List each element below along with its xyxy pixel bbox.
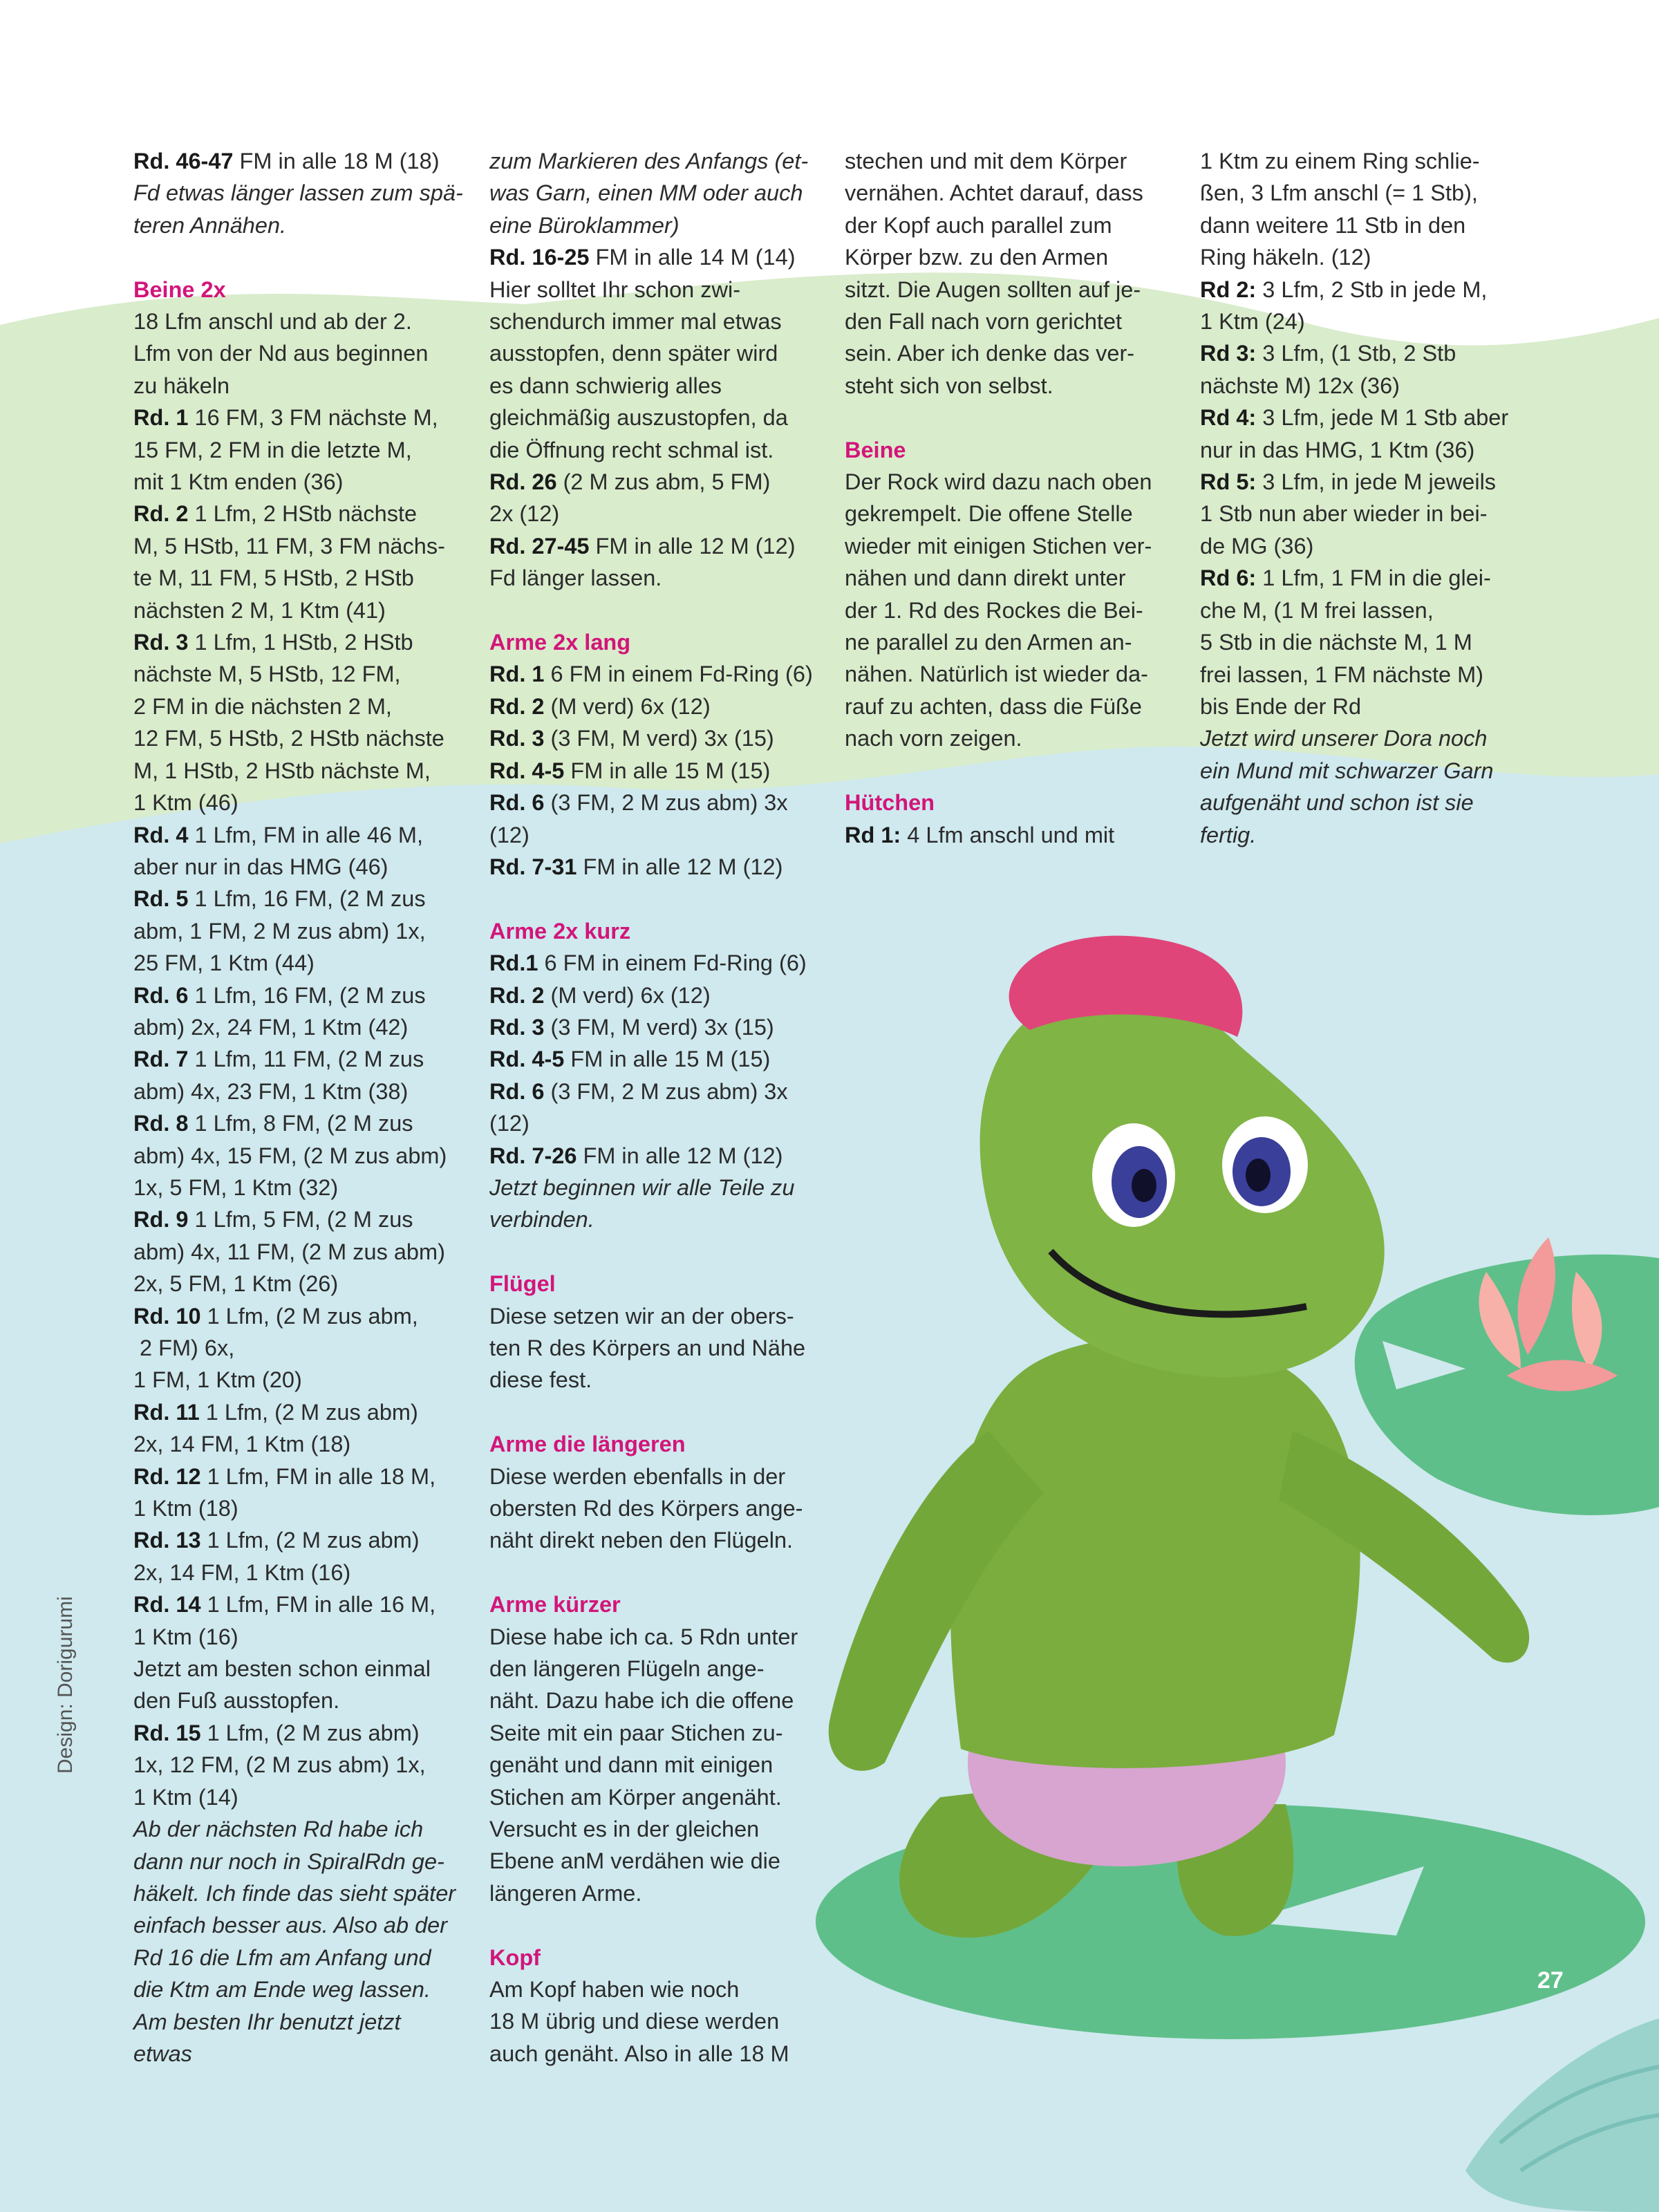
text-line: Rd. 4-5 FM in alle 15 M (15) <box>489 758 771 783</box>
text-column-2 <box>489 145 821 2070</box>
text-line: ausstopfen, denn später wird <box>489 341 778 366</box>
text-line: sein. Aber ich denke das ver- <box>845 341 1135 366</box>
text-line: Hier solltet Ihr schon zwi- <box>489 276 741 302</box>
text-line: Rd 16 die Lfm am Anfang und <box>133 1944 431 1970</box>
text-line: was Garn, einen MM oder auch <box>489 180 803 206</box>
text-line: 1 Ktm zu einem Ring schlie- <box>1200 149 1480 174</box>
text-column-3 <box>845 145 1177 851</box>
text-line: Rd. 3 (3 FM, M verd) 3x (15) <box>489 726 774 751</box>
text-line: Diese werden ebenfalls in der <box>489 1463 786 1489</box>
text-line: Rd. 26 (2 M zus abm, 5 FM) <box>489 469 771 495</box>
text-line: Jetzt am besten schon einmal <box>133 1656 431 1682</box>
text-line: zu häkeln <box>133 373 230 398</box>
section-heading: Arme 2x lang <box>489 630 631 655</box>
text-line: nach vorn zeigen. <box>845 726 1022 751</box>
text-line: den Fall nach vorn gerichtet <box>845 309 1123 335</box>
text-line: Am besten Ihr benutzt jetzt etwas <box>133 2009 401 2066</box>
text-line: abm) 4x, 15 FM, (2 M zus abm) <box>133 1143 447 1168</box>
text-line: Rd. 6 (3 FM, 2 M zus abm) 3x <box>489 1078 788 1104</box>
text-line: Der Rock wird dazu nach oben <box>845 469 1152 495</box>
text-line: 2x, 14 FM, 1 Ktm (16) <box>133 1559 351 1585</box>
text-line: Rd. 16-25 FM in alle 14 M (14) <box>489 245 796 270</box>
text-line: 1 FM, 1 Ktm (20) <box>133 1367 302 1393</box>
section-heading: Arme die längeren <box>489 1432 686 1457</box>
text-line: wieder mit einigen Stichen ver- <box>845 533 1152 559</box>
text-line: Rd. 7-26 FM in alle 12 M (12) <box>489 1143 783 1168</box>
text-line: 2 FM in die nächsten 2 M, <box>133 693 392 719</box>
text-line: Rd. 2 1 Lfm, 2 HStb nächste <box>133 501 418 527</box>
text-line: 1 Ktm (46) <box>133 790 238 816</box>
text-line: Rd. 1 16 FM, 3 FM nächste M, <box>133 405 438 431</box>
text-line: Jetzt wird unserer Dora noch <box>1200 726 1488 751</box>
text-line: der Kopf auch parallel zum <box>845 212 1112 238</box>
text-line: 1 Ktm (14) <box>133 1784 238 1810</box>
text-line: Lfm von der Nd aus beginnen <box>133 341 429 366</box>
text-line: dann nur noch in SpiralRdn ge- <box>133 1848 444 1874</box>
text-line: (12) <box>489 1111 529 1136</box>
text-line: nähen. Natürlich ist wieder da- <box>845 662 1148 687</box>
text-line: ßen, 3 Lfm anschl (= 1 Stb), <box>1200 180 1478 206</box>
text-line: Diese setzen wir an der obers- <box>489 1303 794 1329</box>
text-line: Seite mit ein paar Stichen zu- <box>489 1720 783 1745</box>
text-line: Jetzt beginnen wir alle Teile zu <box>489 1174 795 1200</box>
text-line: einfach besser aus. Also ab der <box>133 1913 448 1938</box>
text-line: Rd. 1 6 FM in einem Fd-Ring (6) <box>489 662 813 687</box>
text-line: Rd. 9 1 Lfm, 5 FM, (2 M zus <box>133 1207 413 1232</box>
text-line: ne parallel zu den Armen an- <box>845 630 1132 655</box>
section-heading: Arme 2x kurz <box>489 918 631 944</box>
text-line: Rd. 13 1 Lfm, (2 M zus abm) <box>133 1528 420 1553</box>
text-line: Am Kopf haben wie noch <box>489 1977 740 2003</box>
text-line: Rd.1 6 FM in einem Fd-Ring (6) <box>489 950 807 976</box>
text-line: der 1. Rd des Rockes die Bei- <box>845 597 1143 623</box>
section-heading: Beine <box>845 437 906 462</box>
text-line: Diese habe ich ca. 5 Rdn unter <box>489 1624 798 1649</box>
text-line: Rd. 6 1 Lfm, 16 FM, (2 M zus <box>133 982 426 1008</box>
text-line: Rd 3: 3 Lfm, (1 Stb, 2 Stb <box>1200 341 1456 366</box>
text-line: nähen und dann direkt unter <box>845 565 1126 591</box>
section-heading: Flügel <box>489 1271 556 1297</box>
text-line: Rd. 12 1 Lfm, FM in alle 18 M, <box>133 1463 436 1489</box>
text-line: Fd etwas länger lassen zum spä- <box>133 180 463 206</box>
page-number: 27 <box>1537 1967 1564 1994</box>
text-line: Körper bzw. zu den Armen <box>845 245 1109 270</box>
text-line: 25 FM, 1 Ktm (44) <box>133 950 315 976</box>
text-line: aufgenäht und schon ist sie <box>1200 790 1474 816</box>
text-line: näht direkt neben den Flügeln. <box>489 1528 794 1553</box>
text-line: verbinden. <box>489 1207 594 1232</box>
text-line: 18 M übrig und diese werden <box>489 2009 780 2034</box>
text-line: bis Ende der Rd <box>1200 693 1362 719</box>
text-line: Fd länger lassen. <box>489 565 662 591</box>
text-line: 12 FM, 5 HStb, 2 HStb nächste <box>133 726 444 751</box>
text-line: näht. Dazu habe ich die offene <box>489 1688 794 1714</box>
text-line: gekrempelt. Die offene Stelle <box>845 501 1133 527</box>
text-line: sitzt. Die Augen sollten auf je- <box>845 276 1141 302</box>
text-line: 2x, 14 FM, 1 Ktm (18) <box>133 1432 351 1457</box>
section-heading: Beine 2x <box>133 276 226 302</box>
section-heading: Kopf <box>489 1944 541 1970</box>
text-line: 5 Stb in die nächste M, 1 M <box>1200 630 1472 655</box>
text-line: teren Annähen. <box>133 212 287 238</box>
text-line: den längeren Flügeln ange- <box>489 1656 765 1682</box>
crochet-frog-photo <box>809 919 1659 2094</box>
text-line: che M, (1 M frei lassen, <box>1200 597 1434 623</box>
text-line: frei lassen, 1 FM nächste M) <box>1200 662 1483 687</box>
text-line: diese fest. <box>489 1367 592 1393</box>
text-line: ein Mund mit schwarzer Garn <box>1200 758 1494 783</box>
text-line: abm, 1 FM, 2 M zus abm) 1x, <box>133 918 426 944</box>
text-line: abm) 4x, 23 FM, 1 Ktm (38) <box>133 1078 409 1104</box>
text-column-4 <box>1200 145 1532 851</box>
text-line: Rd 1: 4 Lfm anschl und mit <box>845 822 1115 847</box>
text-line: nächste M) 12x (36) <box>1200 373 1400 398</box>
text-line: M, 5 HStb, 11 FM, 3 FM nächs- <box>133 533 445 559</box>
text-line: gleichmäßig auszustopfen, da <box>489 405 788 431</box>
frog-body <box>950 1337 1360 1768</box>
text-line: 2x, 5 FM, 1 Ktm (26) <box>133 1271 339 1297</box>
text-line: 18 Lfm anschl und ab der 2. <box>133 309 412 335</box>
text-line: 15 FM, 2 FM in die letzte M, <box>133 437 412 462</box>
text-line: Rd 2: 3 Lfm, 2 Stb in jede M, <box>1200 276 1488 302</box>
text-line: vernähen. Achtet darauf, dass <box>845 180 1143 206</box>
design-credit: Design: Dorigurumi <box>54 1596 77 1774</box>
text-line: Ring häkeln. (12) <box>1200 245 1371 270</box>
text-line: Stichen am Körper angenäht. <box>489 1784 782 1810</box>
text-line: stechen und mit dem Körper <box>845 149 1127 174</box>
text-line: aber nur in das HMG (46) <box>133 854 388 879</box>
text-line: Rd. 2 (M verd) 6x (12) <box>489 982 711 1008</box>
text-line: genäht und dann mit einigen <box>489 1752 774 1778</box>
text-line: Rd. 14 1 Lfm, FM in alle 16 M, <box>133 1592 436 1618</box>
text-line: Rd. 3 1 Lfm, 1 HStb, 2 HStb <box>133 630 413 655</box>
text-line: Versucht es in der gleichen <box>489 1817 760 1842</box>
text-line: häkelt. Ich finde das sieht später <box>133 1880 456 1906</box>
text-line: rauf zu achten, dass die Füße <box>845 693 1142 719</box>
text-line: die Öffnung recht schmal ist. <box>489 437 774 462</box>
text-line: dann weitere 11 Stb in den <box>1200 212 1466 238</box>
text-line: 2 FM) 6x, <box>133 1335 235 1361</box>
text-line: Ebene anM verdähen wie die <box>489 1848 780 1874</box>
text-line: auch genäht. Also in alle 18 M <box>489 2041 789 2066</box>
text-line: Rd. 27-45 FM in alle 12 M (12) <box>489 533 796 559</box>
text-line: mit 1 Ktm enden (36) <box>133 469 344 495</box>
text-line: Rd. 46-47 FM in alle 18 M (18) <box>133 149 440 174</box>
text-line: Rd. 4-5 FM in alle 15 M (15) <box>489 1047 771 1072</box>
text-line: abm) 4x, 11 FM, (2 M zus abm) <box>133 1239 445 1264</box>
text-line: Rd. 7-31 FM in alle 12 M (12) <box>489 854 783 879</box>
text-line: 1x, 12 FM, (2 M zus abm) 1x, <box>133 1752 426 1778</box>
text-line: Ab der nächsten Rd habe ich <box>133 1817 424 1842</box>
text-line: Rd. 6 (3 FM, 2 M zus abm) 3x (12) <box>489 790 788 847</box>
text-line: abm) 2x, 24 FM, 1 Ktm (42) <box>133 1014 409 1040</box>
text-line: 2x (12) <box>489 501 560 527</box>
text-line: steht sich von selbst. <box>845 373 1053 398</box>
text-line: zum Markieren des Anfangs (et- <box>489 149 809 174</box>
text-line: 1 Ktm (24) <box>1200 309 1305 335</box>
text-line: es dann schwierig alles <box>489 373 722 398</box>
text-line: Rd 4: 3 Lfm, jede M 1 Stb aber <box>1200 405 1509 431</box>
text-line: 1x, 5 FM, 1 Ktm (32) <box>133 1174 339 1200</box>
text-line: eine Büroklammer) <box>489 212 679 238</box>
text-line: 1 Ktm (16) <box>133 1624 238 1649</box>
text-line: die Ktm am Ende weg lassen. <box>133 1977 431 2003</box>
text-line: Rd. 4 1 Lfm, FM in alle 46 M, <box>133 822 424 847</box>
text-line: obersten Rd des Körpers ange- <box>489 1496 803 1521</box>
text-line: Rd. 2 (M verd) 6x (12) <box>489 693 711 719</box>
text-line: Rd. 8 1 Lfm, 8 FM, (2 M zus <box>133 1111 413 1136</box>
text-line: M, 1 HStb, 2 HStb nächste M, <box>133 758 431 783</box>
text-line: Rd. 7 1 Lfm, 11 FM, (2 M zus <box>133 1047 424 1072</box>
section-heading: Arme kürzer <box>489 1592 621 1618</box>
text-line: schendurch immer mal etwas <box>489 309 782 335</box>
text-line: Rd 5: 3 Lfm, in jede M jeweils <box>1200 469 1497 495</box>
text-line: nur in das HMG, 1 Ktm (36) <box>1200 437 1475 462</box>
frog-head <box>980 992 1385 1377</box>
text-line: Rd 6: 1 Lfm, 1 FM in die glei- <box>1200 565 1491 591</box>
text-line: nächsten 2 M, 1 Ktm (41) <box>133 597 386 623</box>
text-line: den Fuß ausstopfen. <box>133 1688 340 1714</box>
text-line: Rd. 10 1 Lfm, (2 M zus abm, <box>133 1303 418 1329</box>
text-line: Rd. 11 1 Lfm, (2 M zus abm) <box>133 1399 418 1425</box>
text-line: Rd. 5 1 Lfm, 16 FM, (2 M zus <box>133 886 426 912</box>
text-line: 1 Ktm (18) <box>133 1496 238 1521</box>
text-line: Rd. 15 1 Lfm, (2 M zus abm) <box>133 1720 420 1745</box>
text-line: ten R des Körpers an und Nähe <box>489 1335 806 1360</box>
section-heading: Hütchen <box>845 790 935 816</box>
text-line: 1 Stb nun aber wieder in bei- <box>1200 501 1488 527</box>
text-line: te M, 11 FM, 5 HStb, 2 HStb <box>133 565 414 591</box>
text-line: fertig. <box>1200 822 1257 847</box>
text-column-1 <box>133 145 465 2070</box>
text-line: nächste M, 5 HStb, 12 FM, <box>133 662 401 687</box>
text-line: de MG (36) <box>1200 533 1314 559</box>
text-line: längeren Arme. <box>489 1880 642 1906</box>
text-line: Rd. 3 (3 FM, M verd) 3x (15) <box>489 1014 774 1040</box>
